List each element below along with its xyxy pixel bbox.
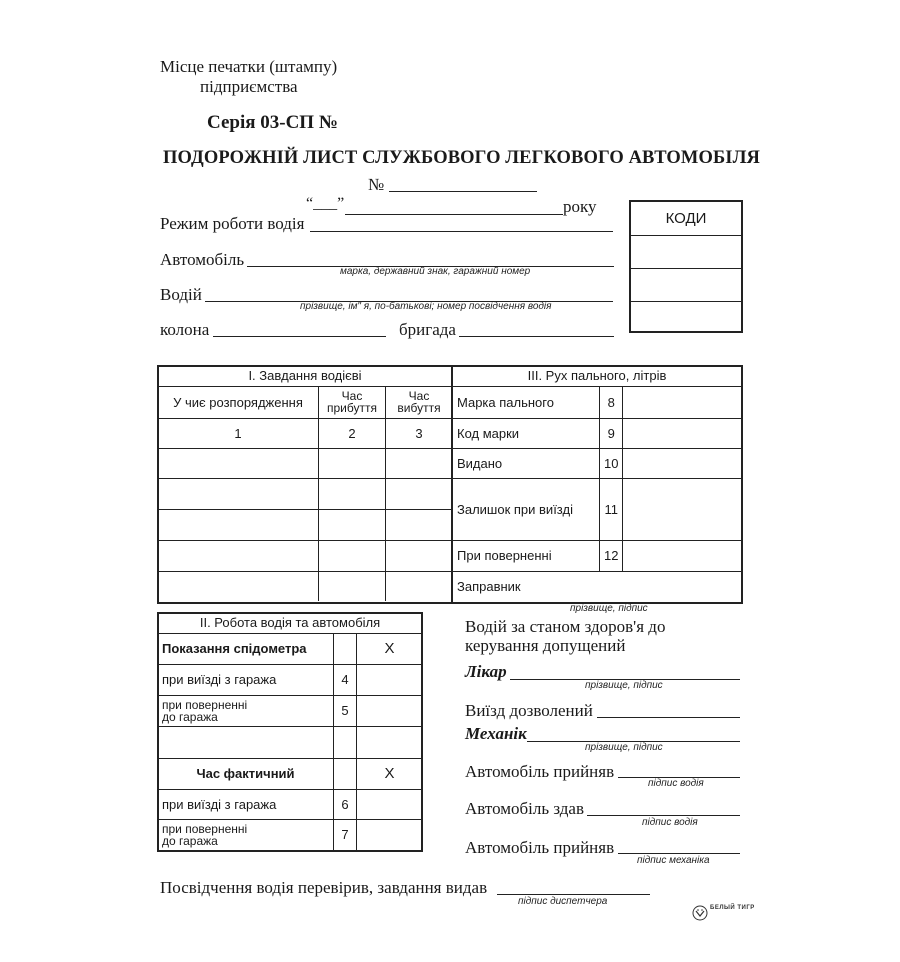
- car-accepted-label: Автомобіль прийняв: [465, 762, 615, 781]
- odometer-return-num: 5: [334, 695, 357, 726]
- mechanic-label: Механік: [465, 724, 527, 743]
- time-return-label-l1: при поверненні: [162, 821, 248, 836]
- time-return-value[interactable]: [357, 819, 423, 850]
- table-row: [158, 540, 452, 571]
- table-cell: [357, 726, 423, 758]
- section-1-table: [158, 366, 452, 601]
- table-cell[interactable]: [158, 478, 319, 509]
- time-leave-value[interactable]: [357, 789, 423, 819]
- car-accepted2-caption: підпис механіка: [637, 855, 710, 866]
- fuel-code-label: Код марки: [453, 418, 600, 448]
- section-2-title: II. Робота водія та автомобіля: [158, 613, 422, 633]
- table-cell: [158, 726, 334, 758]
- fuel-brand-value[interactable]: [623, 386, 741, 418]
- odometer-return-value[interactable]: [357, 695, 423, 726]
- mechanic-caption: прізвище, підпис: [585, 742, 663, 753]
- col-arrival-header-l1: Час: [341, 389, 363, 403]
- page-title: ПОДОРОЖНІЙ ЛИСТ СЛУЖБОВОГО ЛЕГКОВОГО АВТОМОБІЛЯ: [163, 148, 760, 168]
- table-cell[interactable]: [386, 478, 453, 509]
- series-label: Серія 03-СП №: [207, 112, 338, 133]
- fuel-return-value[interactable]: [623, 540, 741, 571]
- table-row: [158, 478, 452, 509]
- car-accepted-caption: підпис водія: [648, 778, 704, 789]
- exit-allowed-label: Виїзд дозволений: [465, 701, 593, 720]
- table-cell[interactable]: [158, 540, 319, 571]
- exit-allowed-line[interactable]: [597, 717, 740, 718]
- brigade-label: бригада: [399, 320, 456, 339]
- car-label: Автомобіль: [160, 250, 245, 269]
- car-handed-line[interactable]: [587, 815, 740, 816]
- section-1-title: I. Завдання водієві: [158, 366, 452, 386]
- odometer-leave-value[interactable]: [357, 664, 423, 695]
- fuel-issued-value[interactable]: [623, 448, 741, 478]
- codes-box: [629, 200, 743, 333]
- section-2-table: [158, 613, 422, 850]
- time-return-label-l2: до гаража: [162, 833, 218, 848]
- car-handed-label: Автомобіль здав: [465, 799, 585, 818]
- table-cell[interactable]: [319, 509, 386, 540]
- doctor-caption: прізвище, підпис: [585, 680, 663, 691]
- work-mode-label: Режим роботи водія: [160, 214, 305, 233]
- stamp-place-label: Місце печатки (штампу): [160, 57, 338, 76]
- actual-time-header: Час фактичний: [158, 758, 334, 789]
- col-number-3: 3: [386, 418, 453, 448]
- year-label: року: [563, 197, 597, 216]
- column-line[interactable]: [213, 336, 386, 337]
- odometer-return-label-l1: при поверненні: [162, 697, 248, 712]
- dispatcher-checked-label: Посвідчення водія перевірив, завдання видав: [160, 878, 488, 897]
- col-arrival-header-l2: прибуття: [327, 401, 377, 415]
- table-cell[interactable]: [158, 509, 319, 540]
- time-leave-num: 6: [334, 789, 357, 819]
- section-3-table: [453, 366, 741, 601]
- odometer-header: Показання спідометра: [158, 633, 334, 664]
- codes-cell[interactable]: [631, 236, 741, 269]
- doctor-label: Лікар: [465, 662, 507, 681]
- odometer-leave-num: 4: [334, 664, 357, 695]
- col-disposal-header: У чиє розпорядження: [158, 386, 319, 418]
- table-cell[interactable]: [158, 448, 319, 478]
- fuel-remaining-num: 11: [600, 478, 623, 540]
- dispatcher-line[interactable]: [497, 894, 650, 895]
- table-row: [158, 571, 452, 601]
- time-leave-label: при виїзді з гаража: [158, 789, 334, 819]
- health-line1: Водій за станом здоров'я до: [465, 617, 666, 636]
- column-label: колона: [160, 320, 210, 339]
- fuel-remaining-label: Залишок при виїзді: [453, 478, 600, 540]
- driver-label: Водій: [160, 285, 202, 304]
- tiger-logo-icon: [692, 905, 708, 921]
- brigade-line[interactable]: [459, 336, 614, 337]
- number-sign: №: [368, 175, 385, 194]
- health-line2: керування допущений: [465, 636, 626, 655]
- col-departure-header-l2: вибуття: [397, 401, 441, 415]
- odometer-num-blank: [334, 633, 357, 664]
- section-3-title: III. Рух пального, літрів: [453, 366, 741, 386]
- fuel-return-num: 12: [600, 540, 623, 571]
- car-caption: марка, державний знак, гаражний номер: [340, 266, 531, 277]
- fuel-return-label: При поверненні: [453, 540, 600, 571]
- actual-time-num-blank: [334, 758, 357, 789]
- fuel-issued-label: Видано: [453, 448, 600, 478]
- fuel-remaining-value[interactable]: [623, 478, 741, 540]
- codes-cell[interactable]: [631, 302, 741, 332]
- table-cell[interactable]: [158, 571, 319, 601]
- odometer-x: X: [357, 633, 423, 664]
- fuel-issued-num: 10: [600, 448, 623, 478]
- driver-caption: прізвище, ім" я, по-батькові; номер посвідчення водія: [300, 301, 552, 312]
- stamp-enterprise-label: підприємства: [200, 77, 298, 96]
- number-line[interactable]: [389, 191, 537, 192]
- work-mode-line[interactable]: [310, 231, 613, 232]
- date-line[interactable]: [345, 214, 563, 215]
- publisher-logo-text: БЕЛЫЙ ТИГР: [710, 905, 755, 911]
- table-row: [158, 448, 452, 478]
- fuel-code-value[interactable]: [623, 418, 741, 448]
- fuel-code-num: 9: [600, 418, 623, 448]
- table-cell[interactable]: [319, 448, 386, 478]
- col-number-1: 1: [158, 418, 319, 448]
- car-accepted2-line[interactable]: [618, 853, 740, 854]
- fuel-brand-label: Марка пального: [453, 386, 600, 418]
- col-number-2: 2: [319, 418, 386, 448]
- table-cell[interactable]: [319, 478, 386, 509]
- table-row: [158, 509, 452, 540]
- dispatcher-caption: підпис диспетчера: [518, 896, 608, 907]
- table-cell[interactable]: [386, 571, 453, 601]
- table-cell[interactable]: [319, 540, 386, 571]
- odometer-return-label-l2: до гаража: [162, 709, 218, 724]
- codes-title: КОДИ: [631, 202, 741, 236]
- date-quotes: “___”: [306, 195, 345, 212]
- fueler-label[interactable]: Заправник: [453, 571, 741, 601]
- codes-cell[interactable]: [631, 269, 741, 302]
- table-cell[interactable]: [386, 540, 453, 571]
- odometer-leave-label: при виїзді з гаража: [158, 664, 334, 695]
- table-cell[interactable]: [386, 448, 453, 478]
- car-accepted2-label: Автомобіль прийняв: [465, 838, 615, 857]
- car-handed-caption: підпис водія: [642, 817, 698, 828]
- fueler-caption: прізвище, підпис: [570, 603, 648, 614]
- table-cell[interactable]: [386, 509, 453, 540]
- time-return-num: 7: [334, 819, 357, 850]
- col-departure-header-l1: Час: [408, 389, 430, 403]
- table-cell: [334, 726, 357, 758]
- table-cell[interactable]: [319, 571, 386, 601]
- table-row: [158, 726, 422, 758]
- actual-time-x: X: [357, 758, 423, 789]
- fuel-brand-num: 8: [600, 386, 623, 418]
